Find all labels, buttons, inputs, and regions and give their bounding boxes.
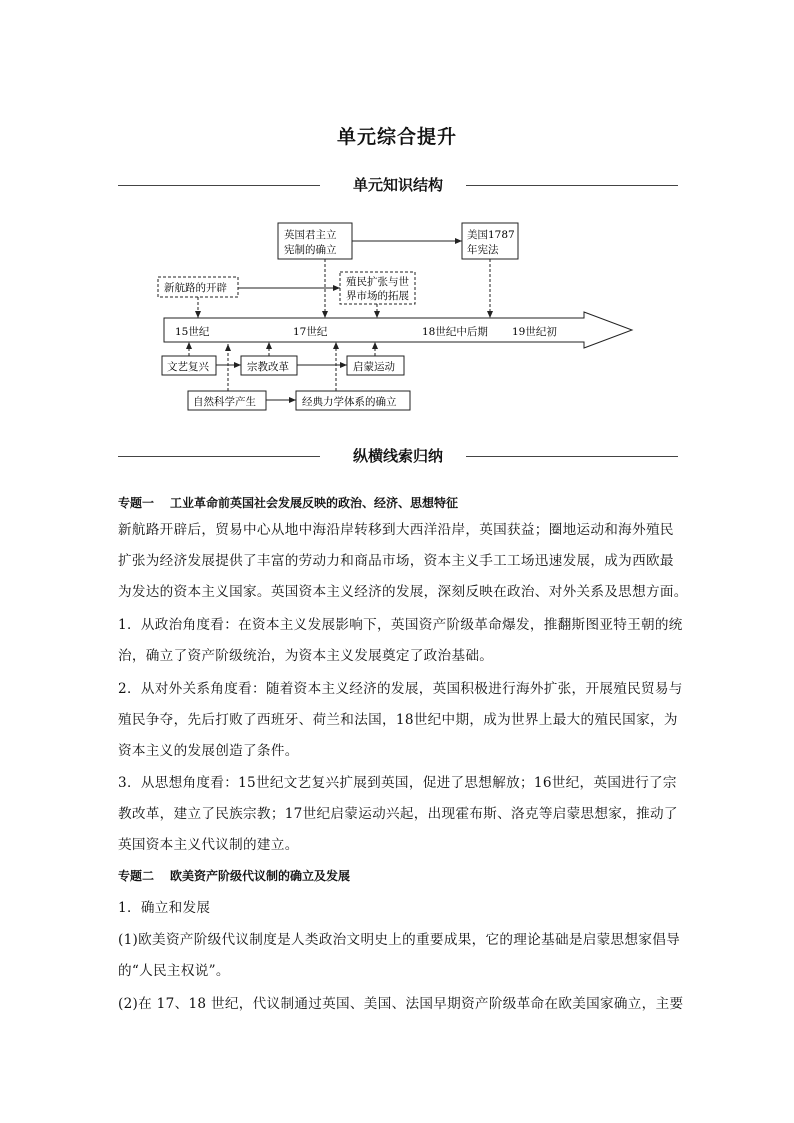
section-title: 纵横线索归纳 <box>352 447 443 465</box>
timeline-arrow <box>164 312 632 348</box>
box-natural-science-label: 自然科学产生 <box>193 396 256 408</box>
paragraph-line: 资本主义的发展创造了条件。 <box>118 743 299 759</box>
box-colonial-line1: 殖民扩张与世 <box>346 276 409 288</box>
paragraph-line: 英国资本主义代议制的建立。 <box>118 837 299 853</box>
paragraph-line: 的“人民主权说”。 <box>118 963 230 979</box>
box-us-line1: 美国1787 <box>467 229 515 241</box>
paragraph-line: (2)在 17、18 世纪，代议制通过英国、美国、法国早期资产阶级革命在欧美国家确立，主要 <box>118 996 684 1012</box>
paragraph-line: 2．从对外关系角度看：随着资本主义经济的发展，英国积极进行海外扩张，开展殖民贸易与 <box>118 681 683 697</box>
topic-heading-1 <box>118 494 458 511</box>
divider <box>466 185 678 186</box>
topic-heading-2 <box>118 867 350 884</box>
paragraph-line: 治，确立了资产阶级统治，为资本主义发展奠定了政治基础。 <box>118 648 494 664</box>
paragraph-line: 1．确立和发展 <box>118 900 211 916</box>
timeline-18th-century: 18世纪中后期 <box>422 326 488 338</box>
box-classical-mechanics-label: 经典力学体系的确立 <box>302 396 397 408</box>
box-reformation-label: 宗教改革 <box>247 361 289 373</box>
paragraph-line: (1)欧美资产阶级代议制度是人类政治文明史上的重要成果，它的理论基础是启蒙思想家倡导 <box>118 932 681 948</box>
box-colonial-line2: 界市场的拓展 <box>346 290 409 302</box>
page-title: 单元综合提升 <box>336 126 457 148</box>
box-england-line2: 宪制的确立 <box>284 244 337 256</box>
section-header-clue-summary <box>118 444 678 468</box>
timeline-17th-century: 17世纪 <box>293 326 328 338</box>
paragraph-line: 1．从政治角度看：在资本主义发展影响下，英国资产阶级革命爆发，推翻斯图亚特王朝的统 <box>118 617 683 633</box>
paragraph-line: 新航路开辟后，贸易中心从地中海沿岸转移到大西洋沿岸，英国获益；圈地运动和海外殖民 <box>118 522 674 538</box>
paragraph-line: 为发达的资本主义国家。英国资本主义经济的发展，深刻反映在政治、对外关系及思想方面。 <box>118 584 688 600</box>
box-renaissance-label: 文艺复兴 <box>167 361 209 373</box>
divider <box>466 456 678 457</box>
knowledge-structure-diagram <box>150 216 640 416</box>
section-header-knowledge-structure <box>118 173 678 197</box>
box-england-line1: 英国君主立 <box>284 229 337 241</box>
box-us-line2: 年宪法 <box>467 244 499 256</box>
topic-title: 工业革命前英国社会发展反映的政治、经济、思想特征 <box>170 496 459 510</box>
timeline-15th-century: 15世纪 <box>175 326 210 338</box>
paragraph-line: 扩张为经济发展提供了丰富的劳动力和商品市场，资本主义手工工场迅速发展，成为西欧最 <box>118 553 674 569</box>
topic-title: 欧美资产阶级代议制的确立及发展 <box>170 869 351 883</box>
paragraph-line: 殖民争夺，先后打败了西班牙、荷兰和法国，18世纪中期，成为世界上最大的殖民国家，为 <box>118 712 678 728</box>
box-new-sea-route-label: 新航路的开辟 <box>164 282 227 294</box>
section-title: 单元知识结构 <box>352 176 443 194</box>
topic-number: 专题二 <box>118 869 155 883</box>
box-enlightenment-label: 启蒙运动 <box>353 361 395 373</box>
timeline-19th-century: 19世纪初 <box>512 326 557 338</box>
topic-number: 专题一 <box>118 496 155 510</box>
paragraph-line: 教改革，建立了民族宗教；17世纪启蒙运动兴起，出现霍布斯、洛克等启蒙思想家，推动了 <box>118 806 678 822</box>
paragraph-line: 3．从思想角度看：15世纪文艺复兴扩展到英国，促进了思想解放；16世纪，英国进行了宗 <box>118 775 677 791</box>
